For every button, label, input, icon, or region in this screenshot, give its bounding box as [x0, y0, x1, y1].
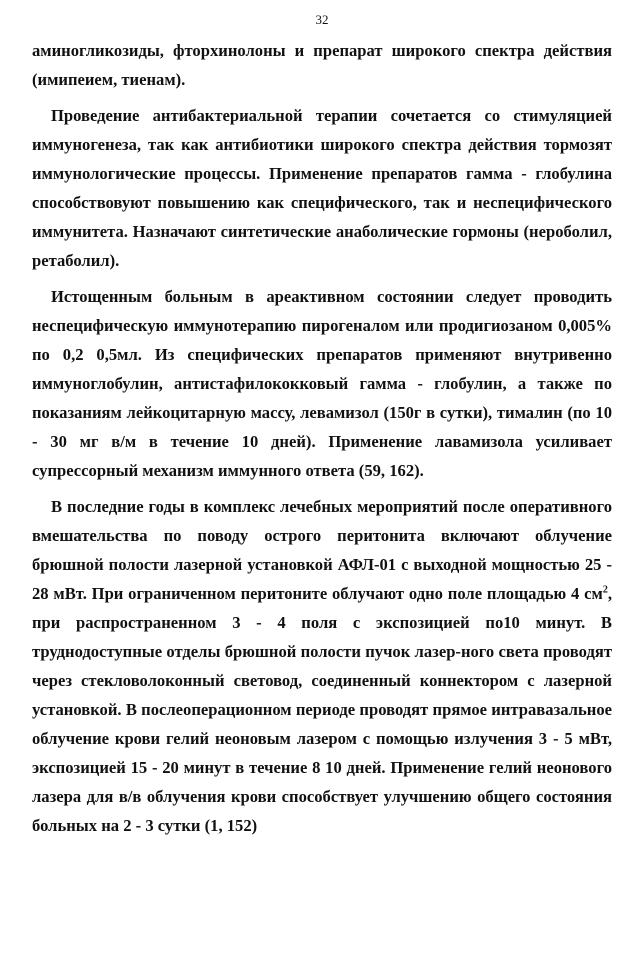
paragraph-4 [32, 492, 612, 840]
document-body [32, 36, 612, 840]
superscript-2: 2 [602, 584, 608, 596]
paragraph-4-part-1: В последние годы в комплекс лечебных мероприятий после оперативного вмешательства по поводу острого перитонита включают облучение брюшной полости лазерной установкой АФЛ-01 с выходной мощностью 25 - 28 мВт. При ограниченном перитоните облучают одно поле площадью 4 см [32, 497, 612, 603]
paragraph-3: Истощенным больным в ареактивном состоянии следует проводить неспецифическую иммунотерапию пирогеналом или продигиозаном 0,005% по 0,2 0,5мл. Из специфических препаратов применяют внутривенно иммуноглобулин, антистафилококковый гамма - глобулин, а также по показаниям лейкоцитарную массу, левамизол (150г в сутки), тималин (по 10 - 30 мг в/м в течение 10 дней). Применение лавамизола усиливает супрессорный механизм иммунного ответа (59, 162). [32, 287, 612, 480]
paragraph-4-part-2: , при распространенном 3 - 4 поля с экспозицией по10 минут. В труднодоступные отделы брюшной полости пучок лазер-ного света проводят через стекловолоконный световод, соединенный коннектором с лазерной установкой. В послеоперационном периоде проводят прямое интравазальное облучение крови гелий неоновым лазером с помощью излучения 3 - 5 мВт, экспозицией 15 - 20 минут в течение 8 10 дней. Применение гелий неонового лазера для в/в облучения крови способствует улучшению общего состояния больных на 2 - 3 сутки (1, 152) [32, 584, 612, 835]
paragraph-2: Проведение антибактериальной терапии сочетается со стимуляцией иммуногенеза, так как антибиотики широкого спектра действия тормозят иммунологические процессы. Применение препаратов гамма - глобулина способствовуют повышению как специфического, так и неспецифического иммунитета. Назначают синтетические анаболические гормоны (нероболил, ретаболил). [32, 106, 612, 270]
paragraph-1: аминогликозиды, фторхинолоны и препарат широкого спектра действия (имипеием, тиенам). [32, 41, 612, 89]
page-number: 32 [315, 12, 329, 27]
